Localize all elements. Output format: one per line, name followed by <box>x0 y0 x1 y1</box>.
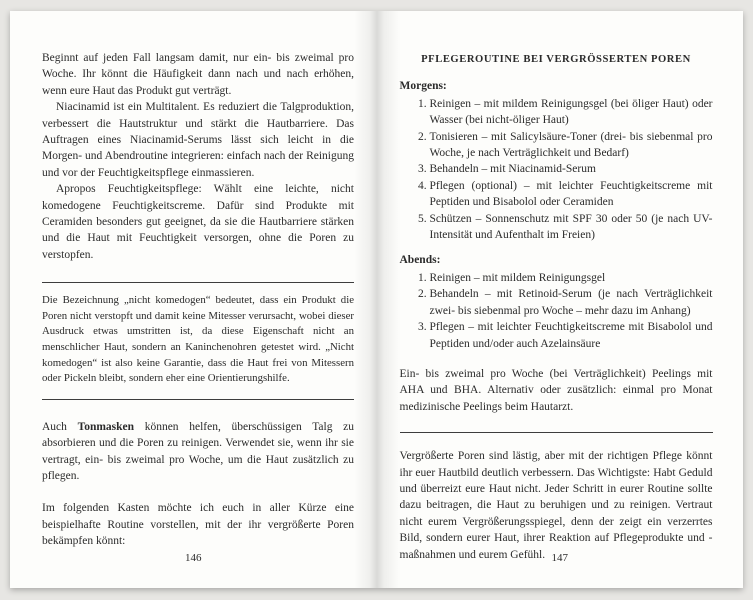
paragraph-kasten-intro: Im folgenden Kasten möchte ich euch in aller Kürze eine beispielhafte Routine vorstellen, mit der ihr vergrößerte Poren bekämpfen könnt: <box>42 502 354 548</box>
page-right-content <box>400 50 713 563</box>
paragraph-tonmasken <box>42 419 354 485</box>
morning-step-5: 5. Schützen – Sonnenschutz mit SPF 30 oder 50 (je nach UV-Intensität und Aufenthalt im Freien) <box>430 211 713 244</box>
page-left <box>10 11 377 588</box>
evening-label: Abends: <box>399 254 441 267</box>
routine-heading: PFLEGEROUTINE BEI VERGRÖSSERTEN POREN <box>421 54 691 65</box>
evening-routine-list <box>400 270 713 352</box>
page-right <box>377 11 744 588</box>
note-divider-bottom <box>42 399 354 400</box>
book-spread <box>10 11 743 588</box>
paragraph-feuchtigkeitspflege: Apropos Feuchtigkeitspflege: Wählt eine leichte, nicht komedogene Feuchtigkeitscreme. Dafür sind Produkte mit Ceramiden besonders gut geeignet, da sie die Hautbarriere stärken und die Haut mit Feuchtigkeit versorgen, ohne die Poren zu verstopfen. <box>42 183 354 261</box>
page-number-left: 146 <box>185 552 202 564</box>
closing-paragraph: Vergrößerte Poren sind lästig, aber mit der richtigen Pflege könnt ihr euer Hautbild deutlich verbessern. Das Wichtigste: Habt Geduld und überreizt eure Haut nicht. Jeder Schritt in eurer Routine sollte dazu beitragen, die Haut zu beruhigen und zu reinigen. Vertraut nicht eurem Vergrößerungsspiegel, denn der zeigt ein verzerrtes Bild, sondern eurer Haut, ihrer Reaktion auf Pflegeprodukte und -maßnahmen und eurem Gefühl. <box>399 450 713 561</box>
morning-step-2: 2. Tonisieren – mit Salicylsäure-Toner (drei- bis siebenmal pro Woche, je nach Verträglichkeit und Bedarf) <box>430 129 713 162</box>
section-divider <box>400 432 713 433</box>
morning-step-3: 3. Behandeln – mit Niacinamid-Serum <box>430 161 713 177</box>
page-left-content <box>42 50 354 550</box>
page-number-right: 147 <box>551 552 568 564</box>
evening-step-2: 2. Behandeln – mit Retinoid-Serum (je nach Verträglichkeit zwei- bis siebenmal pro Woche – mehr dazu im Anhang) <box>430 286 713 319</box>
paragraph-tonmasken-keyword: Tonmasken <box>77 420 135 433</box>
evening-step-3: 3. Pflegen – mit leichter Feuchtigkeitscreme mit Bisabolol und Peptiden und/oder auch Azelainsäure <box>430 319 713 352</box>
paragraph-niacinamid: Niacinamid ist ein Multitalent. Es reduziert die Talgproduktion, verbessert die Hautstruktur und stärkt die Hautbarriere. Das Auftragen eines Niacinamid-Serums lässt sich leicht in die Morgen- und Abendroutine integrieren: einfach nach der Reinigung und vor der Feuchtigkeitspflege einmassieren. <box>42 101 354 179</box>
note-komedogen: Die Bezeichnung „nicht komedogen“ bedeutet, dass ein Produkt die Poren nicht verstopft und damit keine Mitesser verursacht, wobei dieser Ausdruck etwas umstritten ist, da diese Eigenschaft nicht an menschlicher Haut, sondern an Kaninchenohren getestet wird. „Nicht komedogen“ ist also keine Garantie, dass die Haut frei von Mitessern oder Pickeln bleibt, sondern eher eine Orientierungshilfe. <box>42 294 354 385</box>
morning-routine-list <box>400 96 713 244</box>
evening-step-1: 1. Reinigen – mit mildem Reinigungsgel <box>430 270 713 286</box>
note-divider-top <box>42 282 354 283</box>
morning-label: Morgens: <box>399 80 447 93</box>
paragraph-tonmasken-pre: Auch <box>42 420 78 433</box>
morning-step-1: 1. Reinigen – mit mildem Reinigungsgel (bei öliger Haut) oder Wasser (bei nicht-öliger Haut) <box>430 96 713 129</box>
morning-step-4: 4. Pflegen (optional) – mit leichter Feuchtigkeitscreme mit Peptiden und Bisabolol oder Ceramiden <box>430 178 713 211</box>
peeling-note: Ein- bis zweimal pro Woche (bei Verträglichkeit) Peelings mit AHA und BHA. Alternativ oder zusätzlich: einmal pro Monat medizinische Peelings beim Hautarzt. <box>399 367 713 413</box>
paragraph-tonmasken-post: können helfen, überschüssigen Talg zu absorbieren und die Poren zu reinigen. Verwendet sie, wenn ihr sie vertragt, ein- bis zweimal pro Woche, um die Haut zusätzlich zu pflegen. <box>42 420 354 483</box>
paragraph-intro: Beginnt auf jeden Fall langsam damit, nur ein- bis zweimal pro Woche. Ihr könnt die Häufigkeit dann nach und nach erhöhen, wenn eure Haut das Produkt gut verträgt. <box>42 52 354 97</box>
